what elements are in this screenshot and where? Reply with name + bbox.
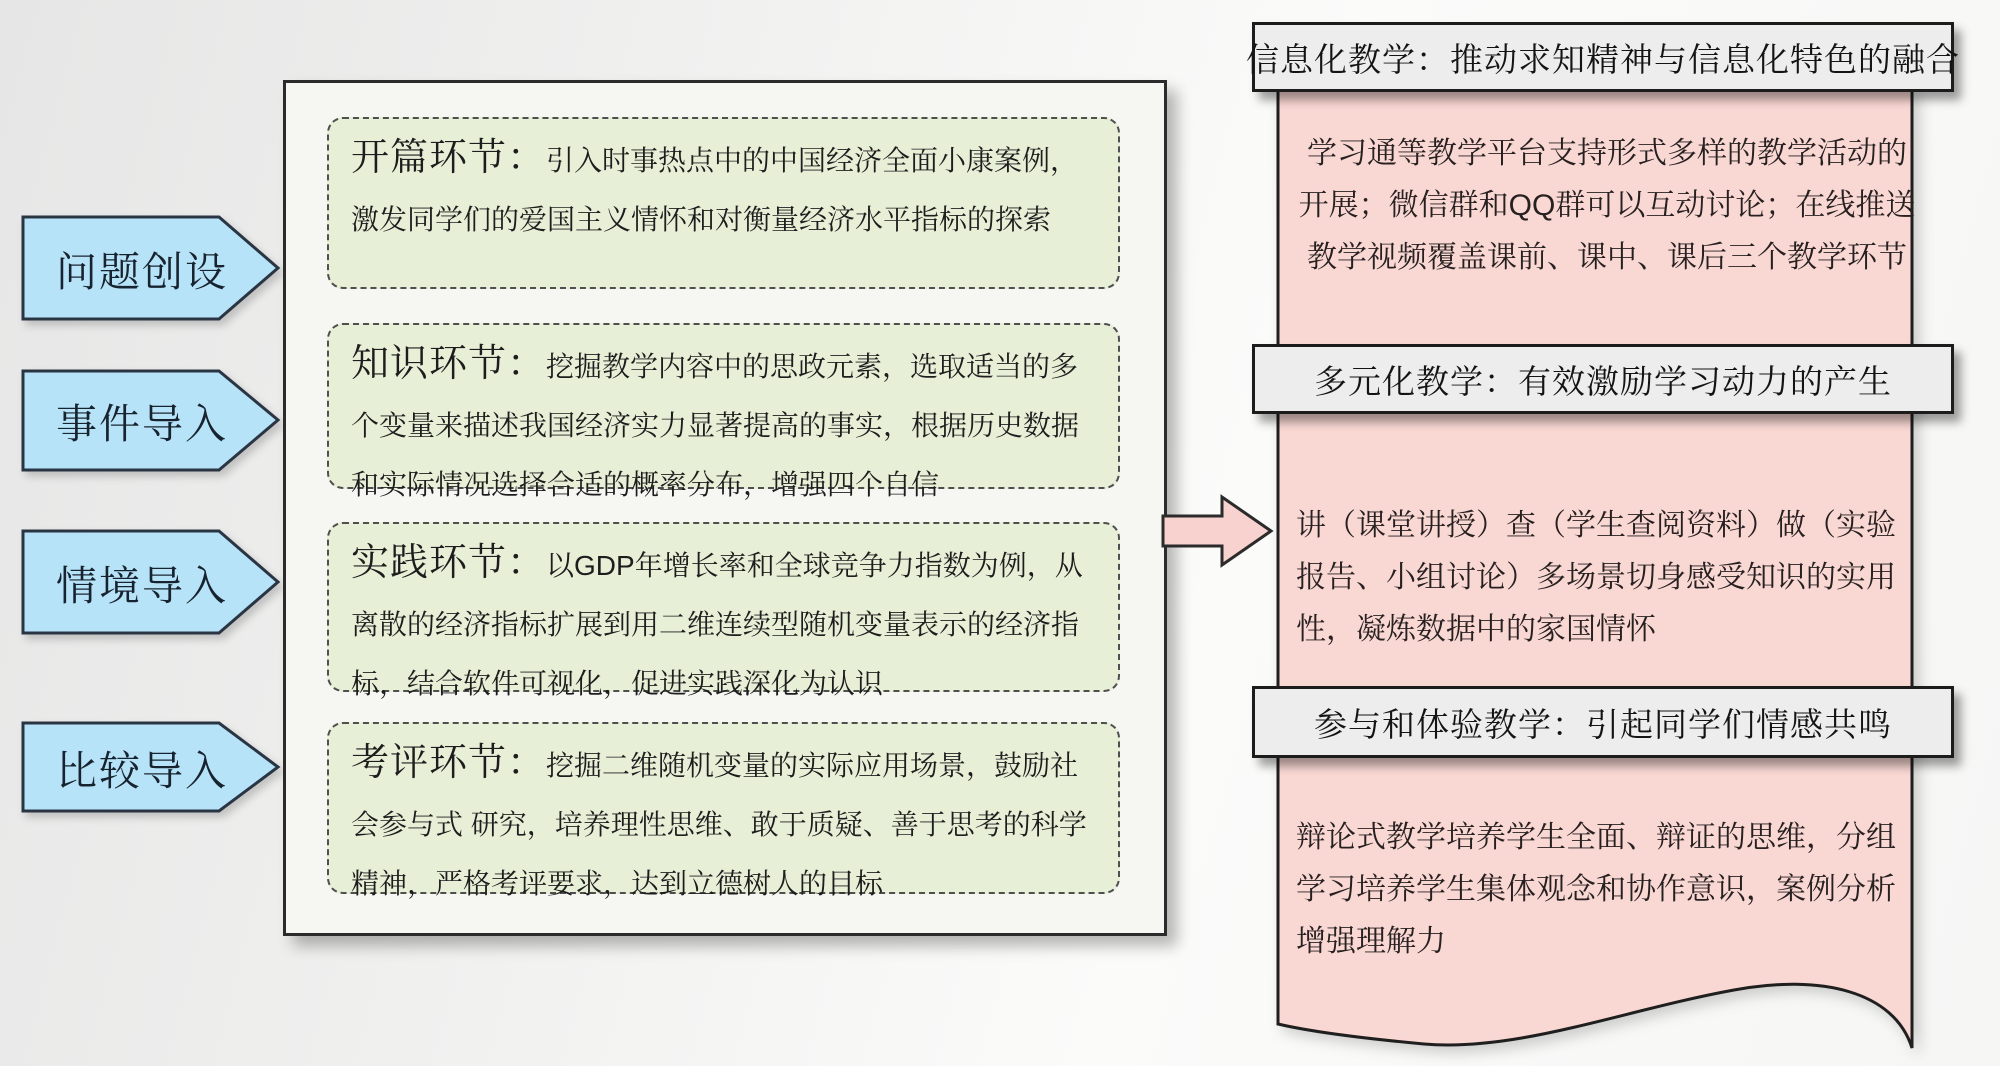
lead-in-arrow-label: 情境导入 (56, 562, 228, 609)
stage-card-knowledge (327, 323, 1120, 500)
method-body-participation: 辩论式教学培养学生全面、辩证的思维，分组学习培养学生集体观念和协作意识，案例分析增强理解力 (1296, 821, 1896, 958)
method-body-informatization: 学习通等教学平台支持形式多样的教学活动的开展；微信群和QQ群可以互动讨论；在线推送教学视频覆盖课前、课中、课后三个教学环节 (1298, 137, 1916, 274)
lead-in-arrow-4 (20, 720, 282, 814)
stage-text: 挖掘教学内容中的思政元素，选取适当的多个变量来描述我国经济实力显著提高的事实，根据历史数据和实际情况选择合适的概率分布，增强四个自信 (351, 351, 1080, 500)
stage-card-practice (327, 522, 1120, 699)
stage-title: 考评环节： (351, 742, 547, 784)
stage-text: 以GDP年增长率和全球竞争力指数为例，从离散的经济指标扩展到用二维连续型随机变量表示的经济指标，结合软件可视化，促进实践深化为认识 (351, 550, 1083, 699)
method-body-diversified: 讲（课堂讲授）查（学生查阅资料）做（实验报告、小组讨论）多场景切身感受知识的实用性，凝炼数据中的家国情怀 (1296, 509, 1896, 646)
method-header-label: 信息化教学：推动求知精神与信息化特色的融合 (1246, 40, 1960, 78)
lead-in-arrow-2 (20, 368, 282, 473)
lead-in-arrow-label: 比较导入 (56, 747, 228, 794)
stage-card-assessment (327, 722, 1120, 899)
method-header-diversified (1252, 344, 1954, 414)
lead-in-arrow-3 (20, 528, 282, 636)
stage-title: 知识环节： (351, 343, 547, 385)
process-panel (283, 80, 1167, 936)
stage-text: 引入时事热点中的中国经济全面小康案例，激发同学们的爱国主义情怀和对衡量经济水平指标的探索 (351, 145, 1079, 235)
lead-in-arrow-label: 事件导入 (56, 401, 228, 447)
lead-in-arrow-1 (20, 214, 282, 322)
method-header-label: 多元化教学：有效激励学习动力的产生 (1314, 362, 1892, 400)
method-header-participation (1252, 686, 1954, 758)
method-header-informatization (1246, 22, 1960, 92)
stage-title: 实践环节： (351, 542, 547, 584)
stage-title: 开篇环节： (351, 137, 547, 179)
flow-arrow-icon (1161, 492, 1275, 570)
method-header-label: 参与和体验教学：引起同学们情感共鸣 (1314, 705, 1892, 743)
stage-text: 挖掘二维随机变量的实际应用场景，鼓励社会参与式 研究，培养理性思维、敢于质疑、善于思考的科学精神，严格考评要求，达到立德树人的目标 (351, 750, 1087, 899)
lead-in-arrow-label: 问题创设 (56, 248, 228, 295)
stage-card-opening (327, 117, 1120, 289)
